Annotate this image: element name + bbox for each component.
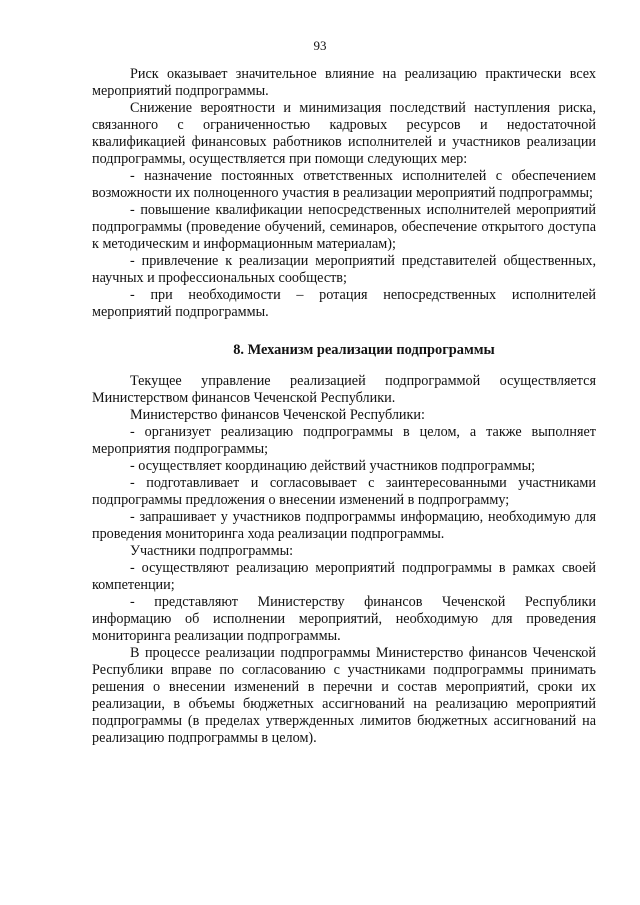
paragraph-ministry-organizes: - организует реализацию подпрограммы в целом, а также выполняет мероприятия подпрограммы; xyxy=(92,424,596,457)
page-content xyxy=(92,66,596,747)
paragraph-measure-appoint: - назначение постоянных ответственных исполнителей с обеспечением возможности их полноценного участия в реализации мероприятий подпрограммы; xyxy=(92,168,596,201)
paragraph-ministry-requests: - запрашивает у участников подпрограммы информацию, необходимую для проведения мониторинга хода реализации подпрограммы. xyxy=(92,509,596,542)
paragraph-ministry-changes: В процессе реализации подпрограммы Министерство финансов Чеченской Республики вправе по согласованию с участниками подпрограммы принимать решения о внесении изменений в перечни и состав мероприятий, сроки их реализации, в объемы бюджетных ассигнований на реализацию мероприятий подпрограммы (в пределах утвержденных лимитов бюджетных ассигнований на реализацию подпрограммы в целом). xyxy=(92,645,596,746)
paragraph-current-management: Текущее управление реализацией подпрограммой осуществляется Министерством финансов Чеченской Республики. xyxy=(92,373,596,406)
paragraph-participants-report: - представляют Министерству финансов Чеченской Республики информацию об исполнении мероприятий, необходимую для проведения мониторинга реализации подпрограммы. xyxy=(92,594,596,644)
page-number: 93 xyxy=(313,38,327,53)
paragraph-measure-qualification: - повышение квалификации непосредственных исполнителей мероприятий подпрограммы (проведение обучений, семинаров, обеспечение открытого доступа к методическим и информационным материалам); xyxy=(92,202,596,252)
section-heading: 8. Механизм реализации подпрограммы xyxy=(233,342,495,358)
paragraph-participants-implement: - осуществляют реализацию мероприятий подпрограммы в рамках своей компетенции; xyxy=(92,560,596,593)
paragraph-measure-rotation: - при необходимости – ротация непосредственных исполнителей мероприятий подпрограммы. xyxy=(92,287,596,320)
paragraph-risk-mitigation: Снижение вероятности и минимизация последствий наступления риска, связанного с ограниченностью кадровых ресурсов и недостаточной квалификацией финансовых работников исполнителей и участников реализации подпрограммы, осуществляется при помощи следующих мер: xyxy=(92,100,596,167)
paragraph-ministry-intro: Министерство финансов Чеченской Республики: xyxy=(130,407,425,423)
paragraph-ministry-prepares: - подготавливает и согласовывает с заинтересованными участниками подпрограммы предложения о внесении изменений в подпрограмму; xyxy=(92,475,596,508)
paragraph-measure-involvement: - привлечение к реализации мероприятий представителей общественных, научных и профессиональных сообществ; xyxy=(92,253,596,286)
paragraph-risk-influence: Риск оказывает значительное влияние на реализацию практически всех мероприятий подпрограммы. xyxy=(92,66,596,99)
paragraph-ministry-coordinates: - осуществляет координацию действий участников подпрограммы; xyxy=(130,458,536,474)
paragraph-participants-intro: Участники подпрограммы: xyxy=(130,543,294,559)
